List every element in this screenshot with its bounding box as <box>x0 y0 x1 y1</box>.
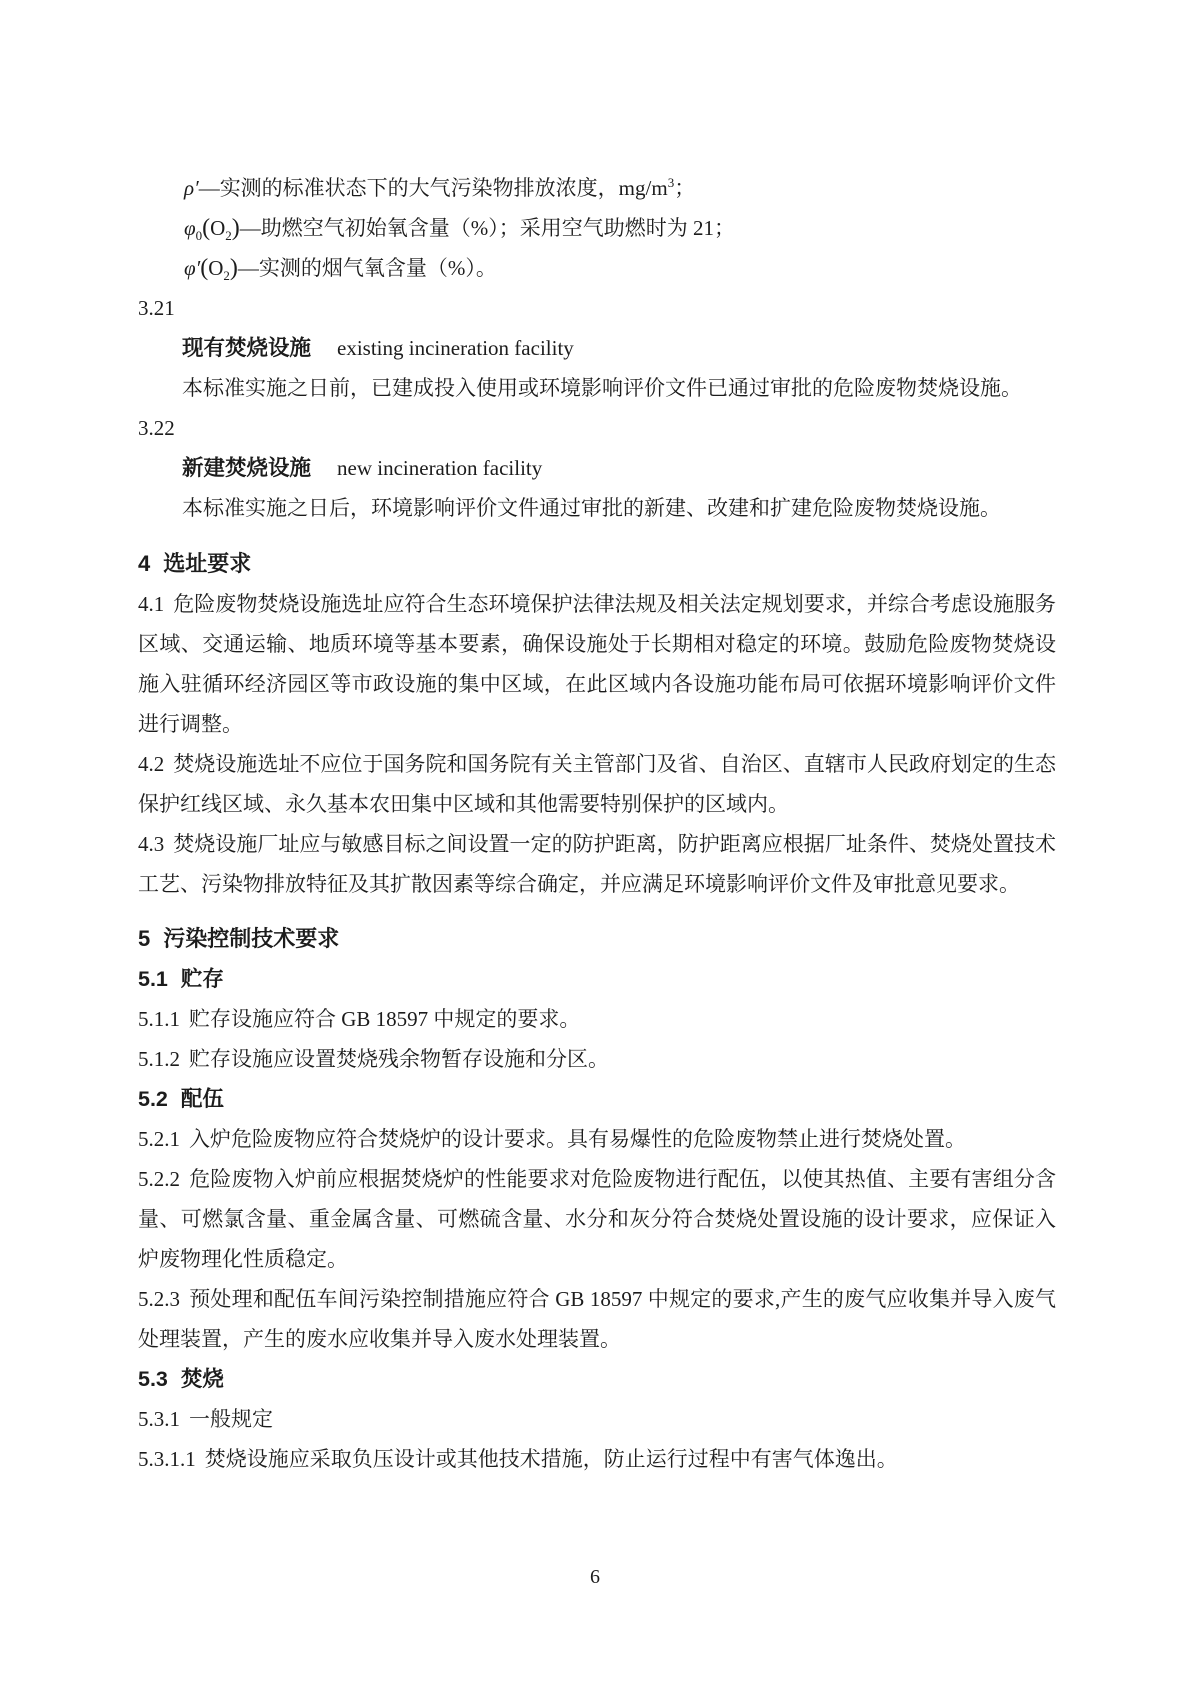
section-number: 4 <box>138 551 151 576</box>
clause-paragraph-5-3-1-1 <box>138 1439 1056 1479</box>
rho-symbol: ρ′ <box>184 176 199 200</box>
clause-number: 5.2.1 <box>138 1127 180 1151</box>
phi0-paren-close: ) <box>231 215 240 241</box>
clause-paragraph-5-1-1 <box>138 999 1056 1039</box>
clause-paragraph-5-2-2 <box>138 1159 1056 1279</box>
clause-text: 预处理和配伍车间污染控制措施应符合 GB 18597 中规定的要求,产生的废气应收集并导入废气处理装置，产生的废水应收集并导入废水处理装置。 <box>138 1287 1056 1351</box>
section-heading-5 <box>138 919 1056 959</box>
clause-number: 5.3.1 <box>138 1407 180 1431</box>
subsection-title: 配伍 <box>180 1087 224 1111</box>
clause-text: 焚烧设施选址不应位于国务院和国务院有关主管部门及省、自治区、直辖市人民政府划定的生态保护红线区域、永久基本农田集中区域和其他需要特别保护的区域内。 <box>138 752 1056 816</box>
clause-paragraph-5-1-2 <box>138 1039 1056 1079</box>
clause-number-3-22: 3.22 <box>138 416 175 440</box>
clause-number: 4.3 <box>138 832 165 856</box>
rho-description: —实测的标准状态下的大气污染物排放浓度，mg/m <box>198 176 668 200</box>
phi0-oxygen-subscript: 2 <box>225 228 232 244</box>
clause-number: 5.1.1 <box>138 1007 180 1031</box>
subsection-number: 5.2 <box>138 1087 168 1111</box>
clause-paragraph-5-3-1 <box>138 1399 1056 1439</box>
subsection-heading-5-2 <box>138 1079 1056 1119</box>
subsection-title: 贮存 <box>180 967 224 991</box>
phi-prime-paren-close: ) <box>229 255 238 281</box>
document-content <box>138 168 1056 1479</box>
phi-prime-symbol: φ′ <box>184 256 201 280</box>
phi0-paren-open: ( <box>202 215 211 241</box>
phi0-oxygen: O <box>210 216 226 240</box>
term-chinese: 现有焚烧设施 <box>182 336 312 360</box>
clause-text: 危险废物入炉前应根据焚烧炉的性能要求对危险废物进行配伍，以使其热值、主要有害组分含量、可燃氯含量、重金属含量、可燃硫含量、水分和灰分符合焚烧处置设施的设计要求，应保证入炉废物理化性质稳定。 <box>138 1167 1056 1271</box>
section-title: 选址要求 <box>163 551 252 576</box>
term-line-existing-facility <box>138 328 1056 368</box>
term-definition: 本标准实施之日后，环境影响评价文件通过审批的新建、改建和扩建危险废物焚烧设施。 <box>182 496 1001 520</box>
clause-number: 5.2.2 <box>138 1167 180 1191</box>
clause-text: 贮存设施应设置焚烧残余物暂存设施和分区。 <box>189 1047 609 1071</box>
phi-prime-oxygen-subscript: 2 <box>223 268 230 284</box>
clause-text: 危险废物焚烧设施选址应符合生态环境保护法律法规及相关法定规划要求，并综合考虑设施服务区域、交通运输、地质环境等基本要素，确保设施处于长期相对稳定的环境。鼓励危险废物焚烧设施入驻循环经济园区等市政设施的集中区域，在此区域内各设施功能布局可依据环境影响评价文件进行调整。 <box>138 592 1056 736</box>
phi0-symbol: φ <box>184 216 196 240</box>
page-number: 6 <box>590 1566 600 1588</box>
term-definition: 本标准实施之日前，已建成投入使用或环境影响评价文件已通过审批的危险废物焚烧设施。 <box>182 376 1022 400</box>
term-english: new incineration facility <box>337 456 543 480</box>
subsection-number: 5.1 <box>138 967 168 991</box>
clause-number: 5.1.2 <box>138 1047 180 1071</box>
clause-paragraph-4-1 <box>138 584 1056 744</box>
symbol-definition-phi0 <box>138 208 1056 248</box>
term-line-new-facility <box>138 448 1056 488</box>
phi0-subscript: 0 <box>195 228 203 244</box>
rho-punctuation: ； <box>674 176 696 200</box>
clause-text: 入炉危险废物应符合焚烧炉的设计要求。具有易爆性的危险废物禁止进行焚烧处置。 <box>189 1127 966 1151</box>
phi0-description: —助燃空气初始氧含量（%）；采用空气助燃时为 21； <box>239 216 736 240</box>
subsection-number: 5.3 <box>138 1367 168 1391</box>
clause-number: 4.1 <box>138 592 165 616</box>
section-number: 5 <box>138 926 151 951</box>
symbol-definition-phi-prime <box>138 248 1056 288</box>
clause-paragraph-5-2-3 <box>138 1279 1056 1359</box>
clause-number: 5.3.1.1 <box>138 1447 196 1471</box>
clause-paragraph-5-2-1 <box>138 1119 1056 1159</box>
section-title: 污染控制技术要求 <box>163 926 340 951</box>
clause-paragraph-4-2 <box>138 744 1056 824</box>
term-english: existing incineration facility <box>337 336 574 360</box>
clause-text: 焚烧设施厂址应与敏感目标之间设置一定的防护距离，防护距离应根据厂址条件、焚烧处置技术工艺、污染物排放特征及其扩散因素等综合确定，并应满足环境影响评价文件及审批意见要求。 <box>138 832 1056 896</box>
symbol-definition-rho <box>138 168 1056 208</box>
clause-number: 5.2.3 <box>138 1287 180 1311</box>
clause-text: 贮存设施应符合 GB 18597 中规定的要求。 <box>189 1007 581 1031</box>
section-heading-4 <box>138 544 1056 584</box>
clause-text: 焚烧设施应采取负压设计或其他技术措施，防止运行过程中有害气体逸出。 <box>204 1447 898 1471</box>
phi-prime-oxygen: O <box>208 256 224 280</box>
clause-paragraph-4-3 <box>138 824 1056 904</box>
subsection-heading-5-1 <box>138 959 1056 999</box>
phi-prime-paren-open: ( <box>200 255 209 281</box>
clause-number-3-21: 3.21 <box>138 296 175 320</box>
rho-superscript: 3 <box>667 175 675 190</box>
phi-prime-description: —实测的烟气氧含量（%）。 <box>237 256 497 280</box>
subsection-heading-5-3 <box>138 1359 1056 1399</box>
subsection-title: 焚烧 <box>180 1367 224 1391</box>
clause-text: 一般规定 <box>189 1407 273 1431</box>
term-chinese: 新建焚烧设施 <box>182 456 312 480</box>
clause-number: 4.2 <box>138 752 165 776</box>
